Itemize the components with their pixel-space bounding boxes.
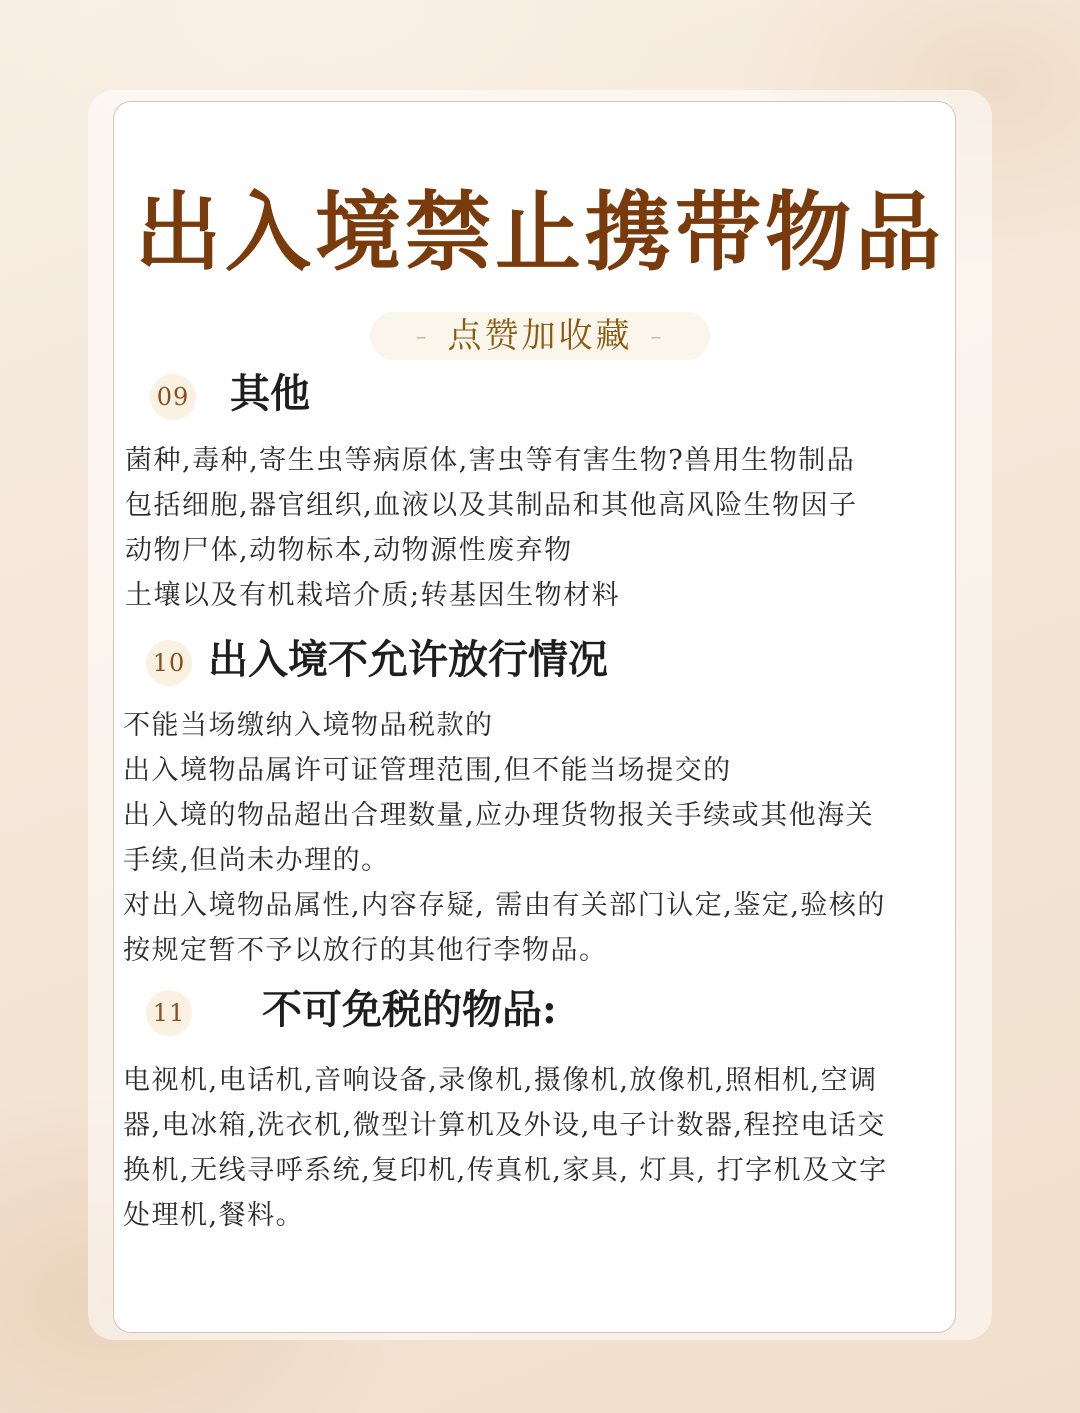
section-heading: 其他 <box>230 370 310 417</box>
dash-right-icon: – <box>650 324 665 350</box>
subtitle-pill <box>370 312 710 360</box>
list-item: 土壤以及有机栽培介质;转基因生物材料 <box>125 580 621 611</box>
section-number-badge: 09 <box>150 374 196 420</box>
list-item: 动物尸体,动物标本,动物源性废弃物 <box>125 535 573 566</box>
dash-left-icon: – <box>415 324 430 350</box>
section-header-10 <box>146 636 746 696</box>
section-header-11 <box>146 986 646 1046</box>
list-item: 不能当场缴纳入境物品税款的 <box>123 710 494 741</box>
list-item: 电视机,电话机,音响设备,录像机,摄像机,放像机,照相机,空调 <box>123 1065 878 1096</box>
section-body-11 <box>123 1058 888 1238</box>
list-item: 处理机,餐料。 <box>123 1200 305 1231</box>
section-number-badge: 11 <box>146 990 192 1036</box>
list-item: 出入境物品属许可证管理范围,但不能当场提交的 <box>123 755 732 786</box>
section-body-09 <box>125 438 858 618</box>
section-body-10 <box>123 703 886 973</box>
section-number-badge: 10 <box>146 640 192 686</box>
subtitle-text: 点赞加收藏 <box>447 316 633 356</box>
list-item: 对出入境物品属性,内容存疑, 需由有关部门认定,鉴定,验核的 <box>123 890 886 921</box>
section-heading: 出入境不允许放行情况 <box>208 636 608 683</box>
list-item: 器,电冰箱,洗衣机,微型计算机及外设,电子计数器,程控电话交 <box>123 1110 886 1141</box>
list-item: 包括细胞,器官组织,血液以及其制品和其他高风险生物因子 <box>125 490 858 521</box>
list-item: 按规定暂不予以放行的其他行李物品。 <box>123 935 608 966</box>
page-title: 出入境禁止携带物品 <box>135 182 945 283</box>
list-item: 手续,但尚未办理的。 <box>123 845 390 876</box>
list-item: 菌种,毒种,寄生虫等病原体,害虫等有害生物?兽用生物制品 <box>125 445 856 476</box>
list-item: 出入境的物品超出合理数量,应办理货物报关手续或其他海关 <box>123 800 875 831</box>
section-header-09 <box>150 370 550 430</box>
list-item: 换机,无线寻呼系统,复印机,传真机,家具, 灯具, 打字机及文字 <box>123 1155 888 1186</box>
section-heading: 不可免税的物品: <box>262 986 557 1033</box>
